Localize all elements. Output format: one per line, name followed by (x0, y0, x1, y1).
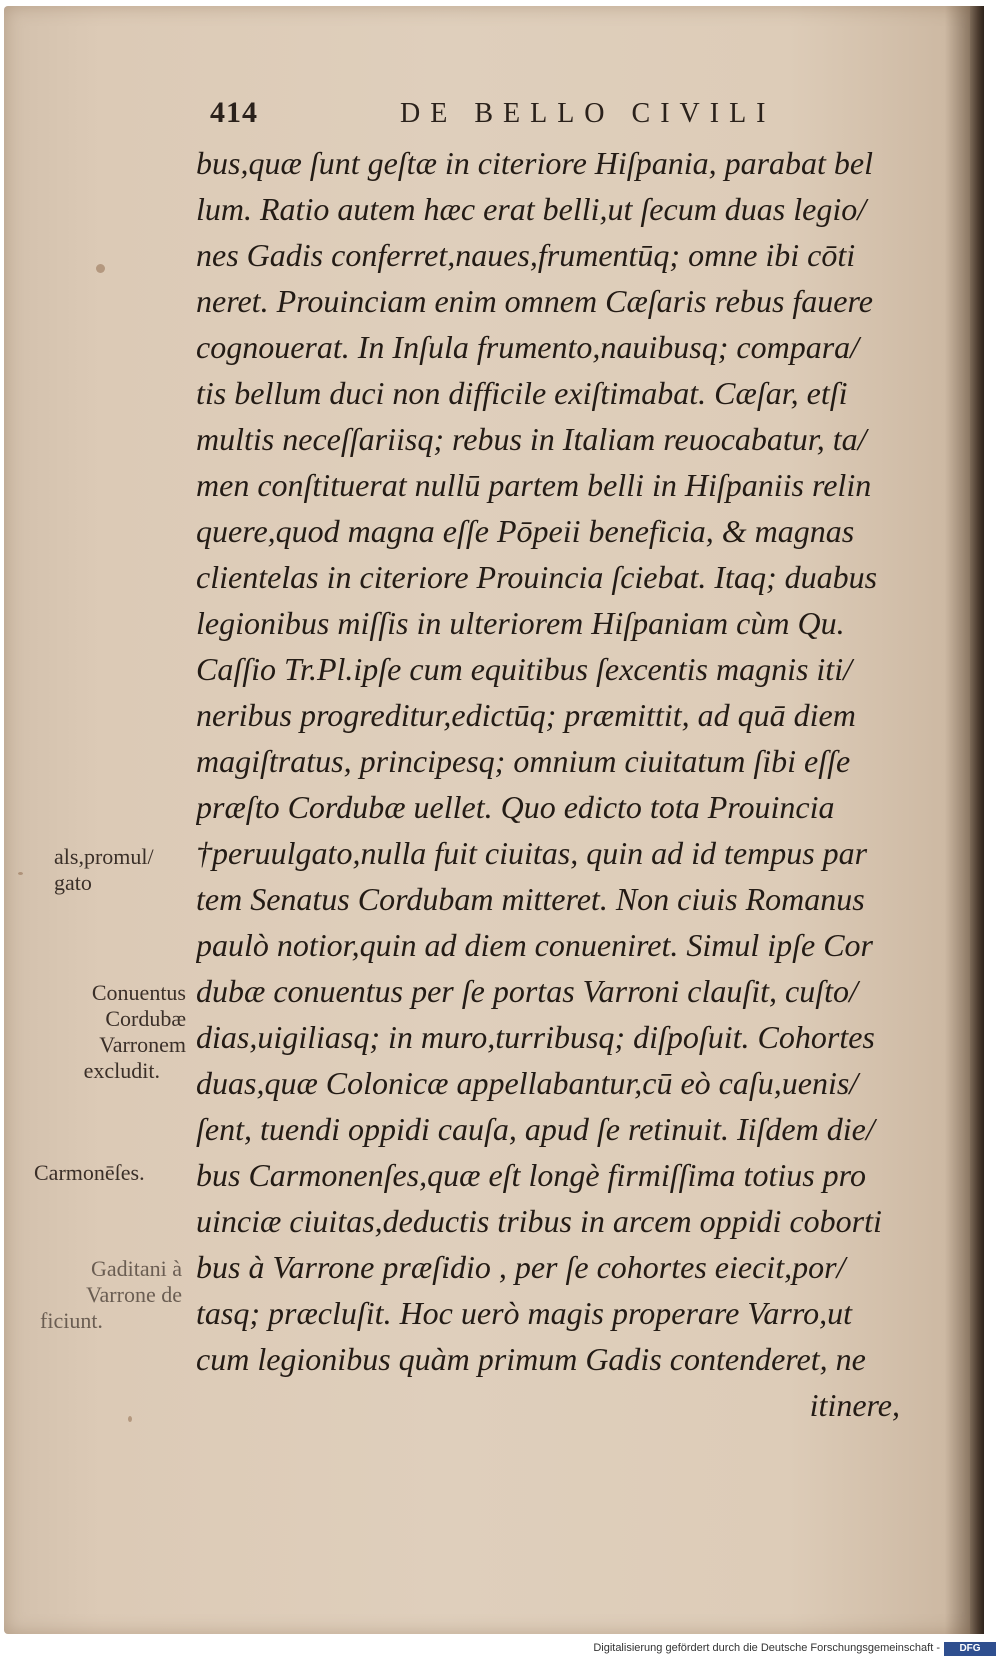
running-head (210, 96, 910, 136)
marginal-note-line: Varronem (99, 1032, 186, 1057)
text-line: bus,quæ ſunt geſtæ in citeriore Hiſpania, parabat bel (196, 145, 874, 181)
text-line: lum. Ratio autem hæc erat belli,ut ſecum duas legio/ (196, 191, 867, 227)
body-text (196, 140, 916, 1428)
text-line: neret. Prouinciam enim omnem Cæſaris rebus fauere (196, 283, 873, 319)
text-line: tis bellum duci non difficile exiſtimabat. Cæſar, etſi (196, 375, 848, 411)
digitization-credit: Digitalisierung gefördert durch die Deutsche Forschungsgemeinschaft - (593, 1642, 940, 1654)
text-line: nes Gadis conferret,naues,frumentūq; omne ibi cōti (196, 237, 856, 273)
text-line: paulò notior,quin ad diem conueniret. Simul ipſe Cor (196, 927, 873, 963)
marginal-note-line: excludit. (83, 1058, 160, 1083)
text-line: duas,quæ Colonicæ appellabantur,cū eò caſu,uenis/ (196, 1065, 859, 1101)
marginal-note-conuentus (48, 980, 186, 1084)
text-line: dias,uigiliasq; in muro,turribusq; diſpoſuit. Cohortes (196, 1019, 875, 1055)
catchword: itinere, (809, 1387, 900, 1423)
marginal-note-promulgato (54, 844, 154, 896)
text-line: cum legionibus quàm primum Gadis contenderet, ne (196, 1341, 866, 1377)
marginal-note-line: Varrone de (86, 1282, 182, 1307)
marginal-note-line: ficiunt. (40, 1308, 103, 1333)
marginal-note-line: Conuentus (91, 980, 186, 1005)
text-line: bus Carmonenſes,quæ eſt longè firmiſſima totius pro (196, 1157, 866, 1193)
foxing-spot (18, 872, 23, 875)
text-line: clientelas in citeriore Prouincia ſciebat. Itaq; duabus (196, 559, 878, 595)
foxing-spot (128, 1416, 132, 1422)
marginal-note-carmonenses (34, 1160, 145, 1186)
text-line: neribus progreditur,edictūq; præmittit, ad quā diem (196, 697, 856, 733)
text-line: Caſſio Tr.Pl.ipſe cum equitibus ſexcentis magnis iti/ (196, 651, 852, 687)
page-gutter-shadow (970, 6, 984, 1634)
text-line: †peruulgato,nulla fuit ciuitas, quin ad id tempus par (196, 835, 868, 871)
text-line: quere,quod magna eſſe Pōpeii beneficia, & magnas (196, 513, 855, 549)
running-title: DE BELLO CIVILI (400, 98, 776, 129)
text-line: multis neceſſariisq; rebus in Italiam reuocabatur, ta/ (196, 421, 867, 457)
foxing-spot (96, 264, 105, 273)
page-number: 414 (210, 96, 258, 129)
text-line: cognouerat. In Inſula frumento,nauibusq; compara/ (196, 329, 860, 365)
marginal-note-line: Gaditani à (90, 1256, 182, 1281)
text-line: ſent, tuendi oppidi cauſa, apud ſe retinuit. Iiſdem die/ (196, 1111, 875, 1147)
marginal-note-line: Cordubæ (105, 1006, 186, 1031)
text-line: præſto Cordubæ uellet. Quo edicto tota Prouincia (196, 789, 835, 825)
dfg-logo: DFG (944, 1642, 996, 1656)
text-line: tem Senatus Cordubam mitteret. Non ciuis Romanus (196, 881, 865, 917)
marginal-note-gaditani (40, 1256, 182, 1334)
text-line: legionibus miſſis in ulteriorem Hiſpaniam cùm Qu. (196, 605, 845, 641)
marginal-note-line: gato (54, 870, 92, 895)
marginal-note-line: als,promul/ (54, 844, 154, 869)
text-line: tasq; præcluſit. Hoc uerò magis properare Varro,ut (196, 1295, 852, 1331)
text-line: magiſtratus, principesq; omnium ciuitatum ſibi eſſe (196, 743, 851, 779)
text-line: bus à Varrone præſidio , per ſe cohortes eiecit,por/ (196, 1249, 846, 1285)
text-line: uinciæ ciuitas,deductis tribus in arcem oppidi coborti (196, 1203, 882, 1239)
marginal-note-line: Carmonēſes. (34, 1160, 145, 1185)
text-line: dubæ conuentus per ſe portas Varroni clauſit, cuſto/ (196, 973, 858, 1009)
text-line: men conſtituerat nullū partem belli in Hiſpaniis relin (196, 467, 872, 503)
